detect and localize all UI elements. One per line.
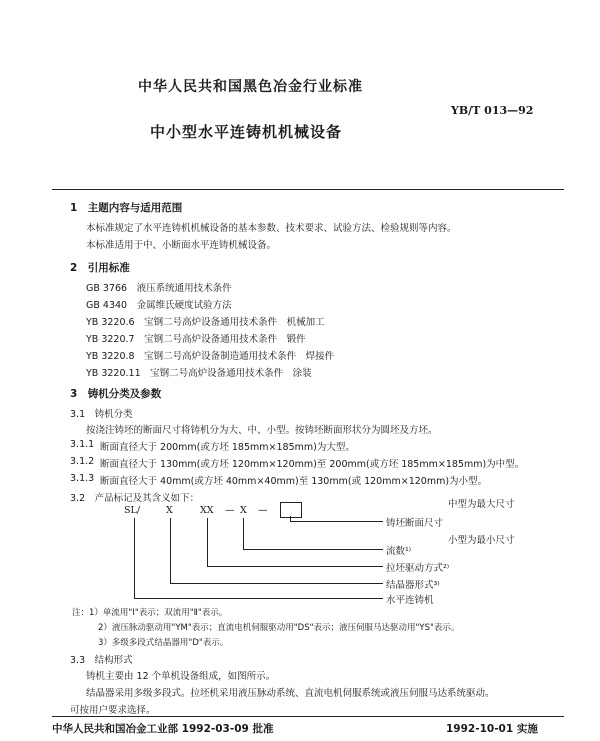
section-3-1-1-number: 3.1.1: [70, 439, 95, 450]
label-mould: 结晶器形式³⁾: [386, 580, 440, 591]
section-3-heading: 3 铸机分类及参数: [70, 388, 162, 400]
drop-section-size: [290, 516, 291, 521]
marking-drive-code: XX: [200, 505, 214, 516]
leader-strands: [243, 549, 383, 550]
label-machine: 水平连铸机: [386, 595, 434, 606]
standard-code: YB/T 013—92: [451, 104, 534, 117]
reference-item: YB 3220.8 宝钢二号高炉设备制造通用技术条件 焊接件: [86, 351, 335, 362]
leader-mould: [170, 583, 383, 584]
leader-machine: [134, 598, 383, 599]
section-3-3-paragraph-2: 结晶器采用多级多段式。拉坯机采用液压脉动系统、直流电机伺服系统或液压伺服马达系统驱动。: [86, 688, 495, 699]
label-strands: 流数¹⁾: [386, 546, 412, 557]
section-3-3-title: 3.3 结构形式: [70, 655, 133, 666]
reference-item: YB 3220.7 宝钢二号高炉设备通用技术条件 锻件: [86, 334, 306, 345]
section-1-heading: 1 主题内容与适用范围: [70, 202, 183, 214]
document-title: 中小型水平连铸机机械设备: [150, 123, 343, 141]
marking-strand-code: X: [240, 505, 247, 516]
section-3-2-title: 3.2 产品标记及其含义如下：: [70, 493, 200, 504]
section-3-1-1-text: 断面直径大于 200mm(或方坯 185mm×185mm)为大型。: [100, 442, 355, 453]
reference-item: GB 4340 金属维氏硬度试验方法: [86, 300, 232, 311]
section-3-1-text: 按浇注铸坯的断面尺寸将铸机分为大、中、小型。按铸坯断面形状分为圆坯及方坯。: [86, 425, 438, 436]
note-1: 注：1）单流用"Ⅰ"表示；双流用"Ⅱ"表示。: [72, 608, 228, 618]
note-3: 3）多级多段式结晶器用"D"表示。: [98, 638, 229, 648]
section-2-heading: 2 引用标准: [70, 262, 130, 274]
section-3-3-paragraph-3: 可按用户要求选择。: [70, 705, 156, 716]
section-3-1-3-number: 3.1.3: [70, 473, 95, 484]
reference-item: YB 3220.11 宝钢二号高炉设备通用技术条件 涂装: [86, 368, 312, 379]
header-rule: [52, 189, 564, 190]
note-2: 2）液压脉动驱动用"YM"表示；直流电机伺服驱动用"DS"表示；液压伺服马达驱动用"YS"表示。: [98, 623, 460, 633]
implementation-date: 1992-10-01 实施: [446, 723, 538, 735]
marking-mould-code: X: [166, 505, 173, 516]
reference-item: YB 3220.6 宝钢二号高炉设备通用技术条件 机械加工: [86, 317, 325, 328]
drop-drive: [207, 518, 208, 567]
drop-mould: [170, 518, 171, 584]
section-3-1-2-number: 3.1.2: [70, 456, 95, 467]
section-3-1-3-text: 断面直径大于 40mm(或方坯 40mm×40mm)至 130mm(或 120mm×120mm)为小型。: [100, 476, 488, 487]
section-1-paragraph-1: 本标准规定了水平连铸机机械设备的基本参数、技术要求、试验方法、检验规则等内容。: [86, 223, 457, 234]
label-medium-max: 中型为最大尺寸: [448, 499, 515, 510]
footer-rule: [52, 716, 564, 717]
reference-item: GB 3766 液压系统通用技术条件: [86, 283, 232, 294]
section-3-3-paragraph-1: 铸机主要由 12 个单机设备组成，如图所示。: [86, 671, 276, 682]
section-1-paragraph-2: 本标准适用于中、小断面水平连铸机械设备。: [86, 240, 277, 251]
drop-strands: [243, 518, 244, 550]
approval-statement: 中华人民共和国冶金工业部 1992-03-09 批准: [52, 723, 274, 735]
label-section-size: 铸坯断面尺寸: [386, 518, 444, 529]
section-size-box: [280, 502, 302, 518]
marking-dash: —: [258, 505, 268, 516]
marking-dash: —: [225, 505, 235, 516]
issuing-authority: 中华人民共和国黑色冶金行业标准: [138, 79, 363, 95]
section-3-1-title: 3.1 铸机分类: [70, 409, 133, 420]
label-small-min: 小型为最小尺寸: [448, 535, 515, 546]
leader-section-size: [290, 521, 383, 522]
drop-machine: [134, 518, 135, 599]
marking-prefix: SL/: [124, 505, 141, 516]
leader-drive: [207, 566, 383, 567]
label-drive: 拉坯驱动方式²⁾: [386, 563, 450, 574]
section-3-1-2-text: 断面直径大于 130mm(或方坯 120mm×120mm)至 200mm(或方坯 185mm×185mm)为中型。: [100, 459, 525, 470]
